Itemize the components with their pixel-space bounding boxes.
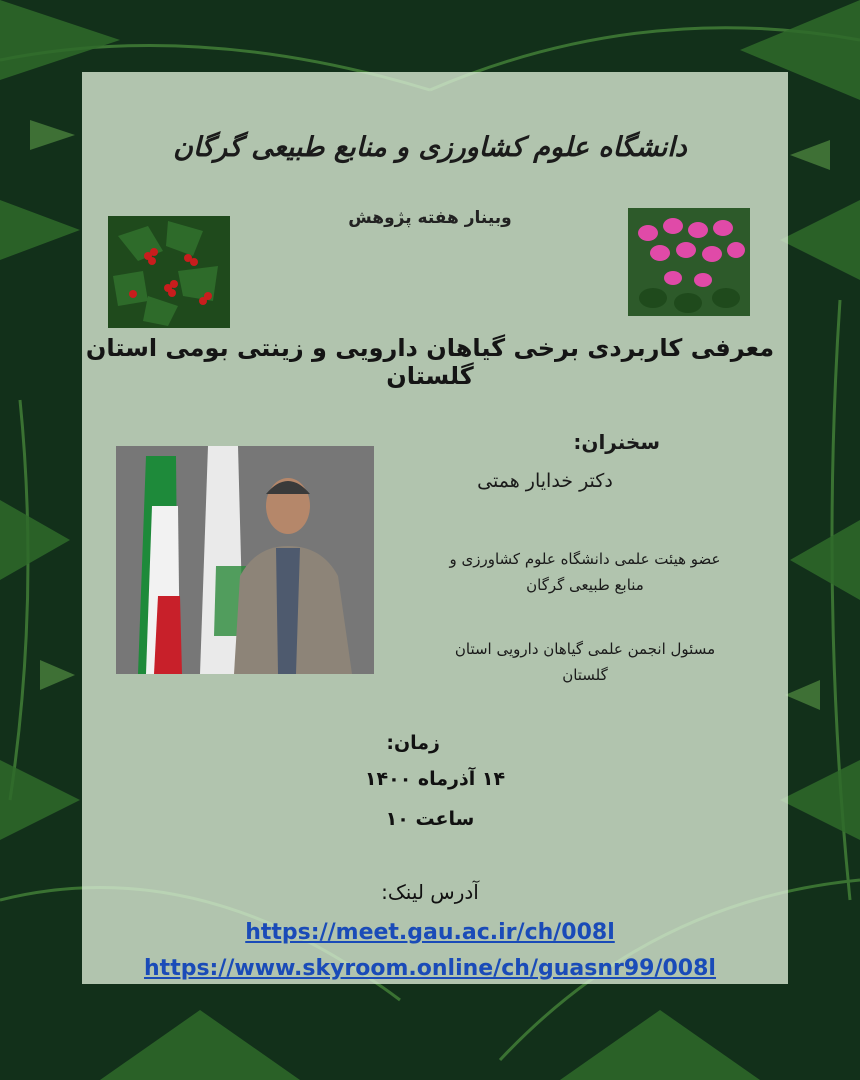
webinar-title: معرفی کاربردی برخی گیاهان دارویی و زینتی بومی استان گلستان	[85, 334, 775, 390]
role-line: عضو هیئت علمی دانشگاه علوم کشاورزی و	[449, 550, 721, 568]
speaker-photo	[116, 446, 374, 674]
university-name: دانشگاه علوم کشاورزی و منابع طبیعی گرگان	[173, 132, 687, 163]
role-line: گلستان	[562, 666, 608, 684]
speaker-name: دکتر خدایار همتی	[477, 470, 613, 492]
speaker-role-association	[410, 636, 760, 688]
skyroom-link[interactable]: https://www.skyroom.online/ch/guasnr99/008l	[144, 956, 716, 981]
event-date: ۱۴ آذرماه ۱۴۰۰	[364, 768, 506, 790]
speaker-label: سخنران:	[573, 430, 660, 454]
time-label: زمان:	[386, 732, 440, 754]
link-label: آدرس لینک:	[381, 880, 479, 904]
event-name: وبینار هفته پژوهش	[348, 208, 512, 228]
speaker-role-faculty	[410, 546, 760, 598]
holly-plant-image	[108, 216, 230, 328]
cyclamen-plant-image	[628, 208, 750, 316]
role-line: منابع طبیعی گرگان	[526, 576, 644, 594]
role-line: مسئول انجمن علمی گیاهان دارویی استان	[454, 640, 716, 658]
event-hour: ساعت ۱۰	[385, 808, 475, 830]
meet-link[interactable]: https://meet.gau.ac.ir/ch/008l	[245, 920, 615, 945]
